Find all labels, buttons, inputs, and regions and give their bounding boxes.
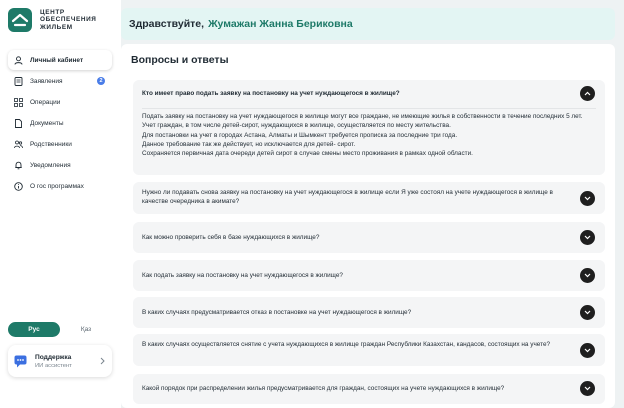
applications-count-badge: 2 [97,77,105,85]
chat-bubble-icon [14,355,27,368]
user-icon [14,56,23,65]
faq-panel [121,44,615,408]
sidebar-item-relatives[interactable] [8,134,112,154]
faq-item[interactable] [133,182,605,214]
faq-item[interactable] [133,334,605,366]
sidebar-item-label: Операции [30,98,61,106]
answer-paragraph: Сохраняется первичная дата очереди детей сирот в случае смены место проживания в рамках одной области. [142,150,473,158]
faq-question: Кто имеет право подать заявку на постановку на учет нуждающегося в жилище? [142,90,400,97]
support-subtitle: ИИ ассистент [35,362,72,369]
expand-button[interactable] [580,191,595,206]
sidebar-item-operations[interactable] [8,92,112,112]
people-icon [14,140,23,149]
sidebar-item-applications[interactable] [8,71,112,91]
language-option-rus[interactable]: Рус [8,322,60,337]
sidebar [0,0,121,408]
sidebar-item-label: Заявления [30,77,63,85]
info-icon [14,182,23,191]
expand-button[interactable] [580,230,595,245]
faq-item[interactable] [133,297,605,328]
logo-line-2: ОБЕСПЕЧЕНИЯ [40,16,97,24]
greeting-banner [121,8,615,40]
expand-button[interactable] [580,381,595,396]
chevron-down-icon [584,273,591,278]
chevron-down-icon [584,196,591,201]
answer-paragraph: Для постановки на учет в городах Астана, Алматы и Шымкент требуется прописка за последние три года. [142,131,458,139]
answer-paragraph: Подать заявку на постановку на учет нуждающегося в жилище могут все граждане, не имеющие жилья в собственности в течение последних 5 лет. [142,113,583,120]
expand-button[interactable] [580,343,595,358]
faq-question: Как можно проверить себя в базе нуждающихся в жилище? [142,234,320,241]
faq-divider [142,108,596,109]
faq-question: Нужно ли подавать снова заявку на постановку на учет нуждающегося в жилище если Я уже состоял на учете нуждающегося в жилище в качестве очередника в акимате? [142,189,553,206]
language-option-kaz[interactable]: Қаз [80,326,92,333]
operations-icon [14,98,23,107]
sidebar-nav [8,50,112,197]
sidebar-item-notifications[interactable] [8,155,112,175]
page-title: Вопросы и ответы [131,54,229,66]
expand-button[interactable] [580,305,595,320]
sidebar-item-label: Уведомления [30,161,71,169]
faq-question: Как подать заявку на постановку на учет нуждающегося в жилище? [142,272,343,279]
sidebar-item-label: Родственники [30,140,72,148]
faq-question: В каких случаях предусматривается отказ в постановке на учет нуждающегося в жилище? [142,309,412,316]
chevron-up-icon [584,91,591,96]
collapse-button[interactable] [580,86,595,101]
support-title: Поддержка [35,353,72,361]
document-list-icon [14,77,23,86]
faq-answer [142,112,592,158]
faq-item[interactable] [133,222,605,253]
faq-question: В каких случаях осуществляется снятие с учета нуждающихся в жилище граждан Республики Казахстан, кандасов, состоящих на учете? [142,341,551,348]
faq-item[interactable] [133,260,605,291]
sidebar-item-label: Личный кабинет [30,56,84,64]
support-card[interactable] [8,345,112,377]
chevron-down-icon [584,348,591,353]
faq-question: Какой порядок при распределении жилья предусматривается для граждан, состоящих на учете нуждающихся в жилище? [142,385,505,392]
file-icon [14,119,23,128]
bell-icon [14,161,23,170]
language-switcher [8,322,112,337]
chevron-down-icon [584,386,591,391]
logo-line-1: ЦЕНТР [40,8,65,16]
greeting-prefix: Здравствуйте, [129,18,205,30]
sidebar-item-label: Документы [30,119,64,127]
faq-item-expanded[interactable] [133,80,605,175]
logo-line-3: ЖИЛЬЕМ [40,23,73,31]
house-logo-icon [8,8,32,32]
logo[interactable] [8,8,96,32]
chevron-right-icon [100,357,105,365]
sidebar-item-documents[interactable] [8,113,112,133]
sidebar-item-personal-cabinet[interactable] [8,50,112,70]
answer-paragraph: Данное требование так же действует, но исключается для детей- сирот. [142,140,356,148]
sidebar-item-label: О гос программах [30,182,84,190]
sidebar-item-gov-programs[interactable] [8,176,112,196]
expand-button[interactable] [580,268,595,283]
user-name: Жумажан Жанна Бериковна [208,18,353,30]
answer-paragraph: Учет граждан, в том числе детей-сирот, нуждающихся в жилище, осуществляется по месту жительства. [142,122,451,130]
chevron-down-icon [584,235,591,240]
chevron-down-icon [584,310,591,315]
faq-item[interactable] [133,374,605,404]
